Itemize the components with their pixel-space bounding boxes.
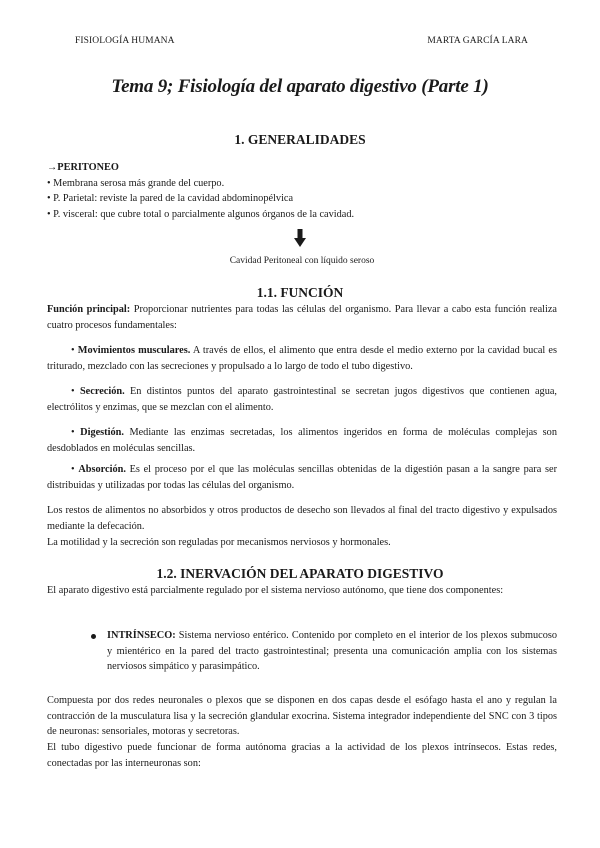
process-item: • Movimientos musculares. A través de ellos, el alimento que entra desde el medio externo por la cavidad bucal es triturado, mezclado con las secreciones y propulsado a lo largo de todo el tubo digestivo.: [47, 345, 557, 372]
process-text: A través de ellos, el alimento que entra desde el medio externo por la cavidad bucal es triturado, mezclado con las secreciones y propulsado a lo largo de todo el tubo digestivo.: [47, 345, 557, 372]
peritoneo-block: [47, 160, 557, 222]
inervacion-paragraph-1: Compuesta por dos redes neuronales o plexos que se disponen en dos capas desde el esófago hasta el ano y regulan la contracción de la musculatura lisa y la secreción glandular exocrina. Sistema integrador independiente del SNC con 3 tipos de neuronas: sensoriales, motoras y secretoras.: [47, 695, 557, 738]
page-title: Tema 9; Fisiología del aparato digestivo (Parte 1): [111, 76, 489, 97]
section-heading-funcion: 1.1. FUNCIÓN: [256, 285, 344, 300]
header-subject: FISIOLOGÍA HUMANA: [75, 36, 175, 46]
section-heading-generalidades: 1. GENERALIDADES: [234, 132, 366, 147]
inervacion-paragraph-2: El tubo digestivo puede funcionar de forma autónoma gracias a la actividad de los plexos intrínsecos. Estas redes, conectadas por las interneuronas son:: [47, 742, 557, 769]
process-text: Mediante las enzimas secretadas, los alimentos ingeridos en forma de moléculas complejas son desdoblados en moléculas sencillas.: [47, 427, 557, 454]
funcion-closing-1: Los restos de alimentos no absorbidos y otros productos de desecho son llevados al final del tracto digestivo y expulsados mediante la defecación.: [47, 505, 557, 532]
funcion-closing-2: La motilidad y la secreción son reguladas por mecanismos nerviosos y hormonales.: [47, 537, 391, 548]
funcion-intro-label: Función principal:: [47, 304, 131, 315]
intrinseco-item: [107, 628, 557, 675]
peritoneo-label: →PERITONEO: [47, 162, 119, 173]
process-label: Digestión.: [80, 427, 124, 438]
process-text: En distintos puntos del aparato gastrointestinal se secretan jugos digestivos que contienen agua, electrólitos y enzimas, que se mezclan con el alimento.: [47, 386, 557, 413]
funcion-intro: [47, 302, 557, 333]
process-label: Movimientos musculares.: [77, 345, 191, 356]
section-heading-inervacion: 1.2. INERVACIÓN DEL APARATO DIGESTIVO: [156, 566, 444, 581]
inervacion-intro: El aparato digestivo está parcialmente regulado por el sistema nervioso autónomo, que tiene dos componentes:: [47, 585, 504, 596]
list-item: • P. visceral: que cubre total o parcialmente algunos órganos de la cavidad.: [47, 208, 355, 220]
list-item: • P. Parietal: reviste la pared de la cavidad abdominopélvica: [47, 193, 294, 205]
funcion-intro-text: Proporcionar nutrientes para todas las células del organismo. Para llevar a cabo esta función realiza cuatro procesos fundamentales:: [47, 304, 558, 331]
process-text: Es el proceso por el que las moléculas sencillas obtenidas de la digestión pasan a la sangre para ser distribuidas y utilizadas por todas las células del organismo.: [47, 464, 557, 491]
peritoneo-caption: Cavidad Peritoneal con líquido seroso: [229, 256, 375, 266]
process-item: • Absorción. Es el proceso por el que las moléculas sencillas obtenidas de la digestión pasan a la sangre para ser distribuidas y utilizadas por todas las células del organismo.: [47, 464, 557, 491]
arrow-down-icon: [294, 229, 306, 247]
process-label: Secreción.: [79, 386, 125, 397]
intrinseco-label: INTRÍNSECO:: [107, 630, 176, 641]
header-author: MARTA GARCÍA LARA: [427, 36, 528, 46]
intrinseco-text: Sistema nervioso entérico. Contenido por completo en el interior de los plexos submucoso y mientérico en la pared del tracto gastrointestinal; presenta una comunicación amplia con los sistemas nerviosos simpático y parasimpático.: [107, 630, 557, 673]
process-label: Absorción.: [78, 464, 126, 475]
process-item: • Digestión. Mediante las enzimas secretadas, los alimentos ingeridos en forma de moléculas complejas son desdoblados en moléculas sencillas.: [47, 427, 557, 454]
list-item: • Membrana serosa más grande del cuerpo.: [47, 177, 225, 189]
process-item: • Secreción. En distintos puntos del aparato gastrointestinal se secretan jugos digestivos que contienen agua, electrólitos y enzimas, que se mezclan con el alimento.: [47, 386, 557, 413]
bullet-icon: [91, 634, 96, 639]
